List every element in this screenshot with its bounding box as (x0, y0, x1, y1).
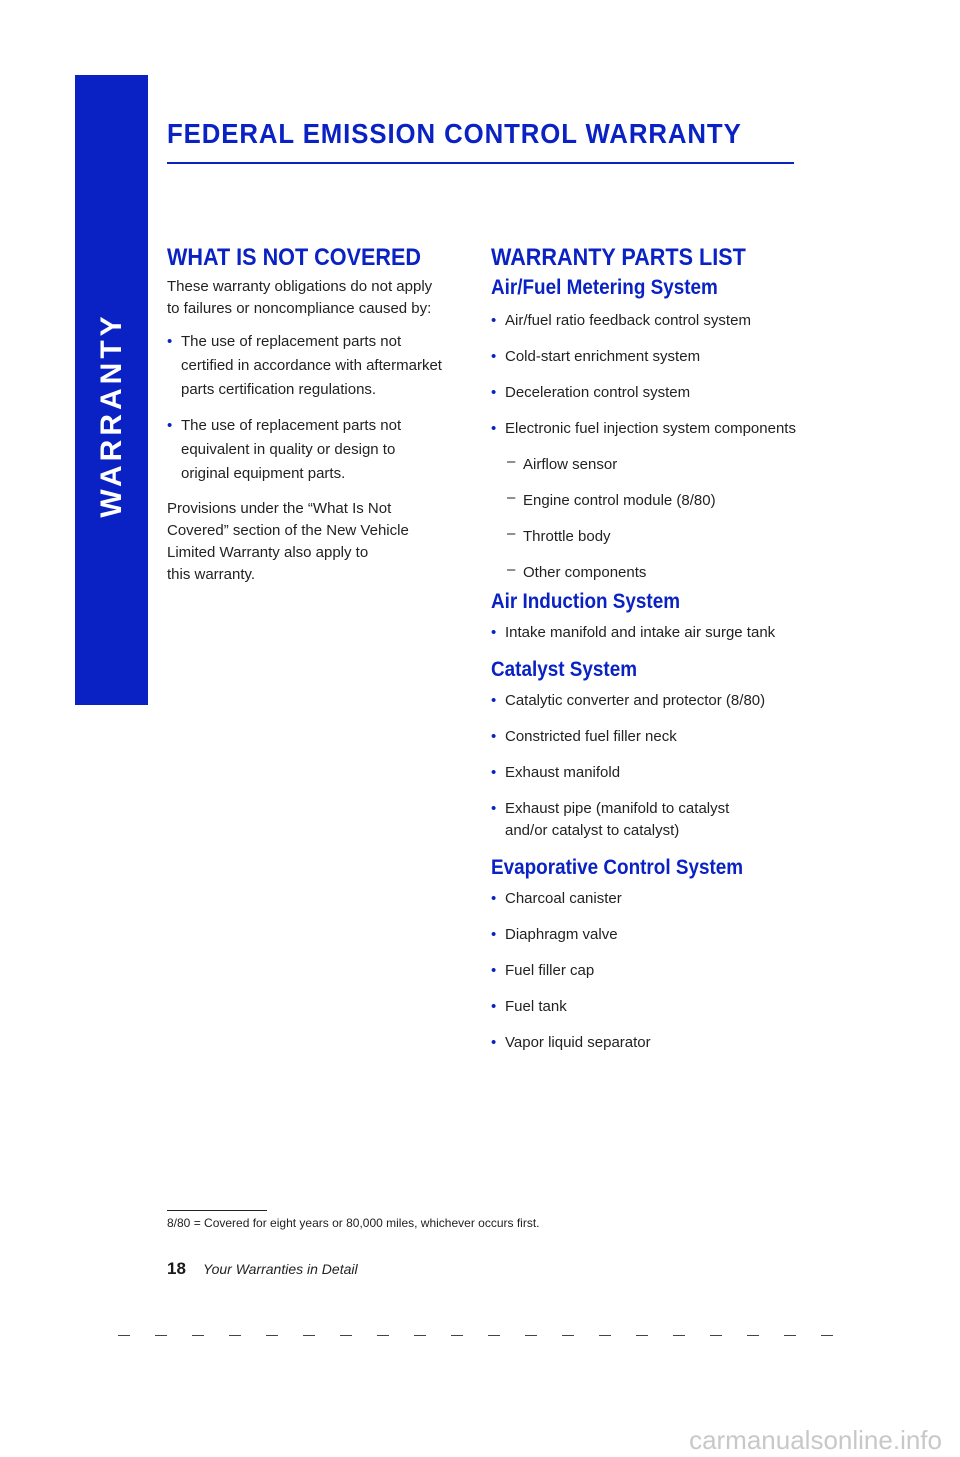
evaporative-section (491, 852, 811, 1054)
list-item: • Fuel tank (491, 996, 811, 1018)
dash-icon: – (507, 453, 516, 470)
list-item: • Intake manifold and intake air surge tank (491, 622, 811, 644)
list-item: • Deceleration control system (491, 382, 811, 404)
sub-list-item: – Other components (507, 561, 647, 581)
list-item: • The use of replacement parts not equivalent in quality or design to original equipment parts. (167, 414, 457, 486)
bullet-icon: • (491, 728, 497, 745)
dash-icon: – (507, 561, 516, 578)
list-item: • Exhaust pipe (manifold to catalyst and/or catalyst to catalyst) (491, 800, 730, 839)
bullet-icon: • (167, 333, 173, 350)
list-item: • Cold-start enrichment system (491, 346, 811, 368)
bullet-icon: • (491, 348, 497, 365)
air-induction-heading: Air Induction System (491, 590, 681, 613)
provisions-note: Provisions under the “What Is Not Covered” section of the New Vehicle Limited Warranty also apply to this warranty. (167, 500, 409, 583)
fuel-injection-sublist (491, 454, 811, 584)
list-item: • The use of replacement parts not certified in accordance with aftermarket parts certification regulations. (167, 330, 457, 402)
bullet-icon: • (491, 926, 497, 943)
bullet-icon: • (491, 962, 497, 979)
list-item: • Electronic fuel injection system components (491, 418, 811, 440)
right-column (491, 240, 811, 1068)
evaporative-heading: Evaporative Control System (491, 856, 744, 879)
dash-icon: – (507, 489, 516, 506)
footnote: 8/80 = Covered for eight years or 80,000 miles, whichever occurs first. (167, 1216, 540, 1230)
list-item: • Constricted fuel filler neck (491, 726, 811, 748)
air-induction-list (491, 622, 811, 644)
catalyst-section (491, 654, 811, 842)
air-fuel-section (491, 272, 811, 584)
bullet-icon: • (491, 624, 497, 641)
list-item: • Fuel filler cap (491, 960, 811, 982)
bullet-icon: • (491, 420, 497, 437)
bullet-icon: • (491, 312, 497, 329)
running-footer: Your Warranties in Detail (203, 1261, 358, 1277)
bullet-icon: • (491, 890, 497, 907)
footnote-divider (167, 1210, 267, 1211)
bullet-icon: • (491, 692, 497, 709)
catalyst-list (491, 690, 811, 842)
watermark: carmanualsonline.info (689, 1425, 942, 1455)
page-title: FEDERAL EMISSION CONTROL WARRANTY (167, 118, 742, 149)
bullet-icon: • (491, 764, 497, 781)
not-covered-intro: These warranty obligations do not apply to failures or noncompliance caused by: (167, 278, 433, 317)
sub-list-item: – Airflow sensor (507, 453, 618, 473)
title-divider (167, 162, 794, 164)
list-item: • Exhaust manifold (491, 762, 811, 784)
bullet-icon: • (491, 384, 497, 401)
bullet-icon: • (167, 417, 173, 434)
bullet-icon: • (491, 1034, 497, 1051)
dash-icon: – (507, 525, 516, 542)
parts-list-heading: WARRANTY PARTS LIST (491, 244, 746, 271)
sub-list-item: – Throttle body (507, 525, 611, 545)
side-tab-label: WARRANTY (94, 312, 128, 518)
not-covered-heading: WHAT IS NOT COVERED (167, 244, 422, 271)
air-induction-section (491, 586, 811, 644)
left-column (167, 240, 457, 586)
not-covered-list (167, 330, 457, 486)
list-item: • Catalytic converter and protector (8/80) (491, 690, 811, 712)
catalyst-heading: Catalyst System (491, 658, 638, 681)
bullet-icon: • (491, 998, 497, 1015)
bullet-icon: • (491, 800, 497, 817)
sub-list-item: – Engine control module (8/80) (507, 489, 716, 509)
air-fuel-list (491, 310, 811, 440)
crop-marks (118, 1335, 878, 1337)
page-number: 18 (167, 1259, 186, 1278)
air-fuel-heading: Air/Fuel Metering System (491, 276, 718, 299)
list-item: • Charcoal canister (491, 888, 811, 910)
evaporative-list (491, 888, 811, 1054)
side-tab (75, 75, 148, 705)
list-item: • Vapor liquid separator (491, 1032, 811, 1054)
list-item: • Diaphragm valve (491, 924, 811, 946)
list-item: • Air/fuel ratio feedback control system (491, 310, 811, 332)
